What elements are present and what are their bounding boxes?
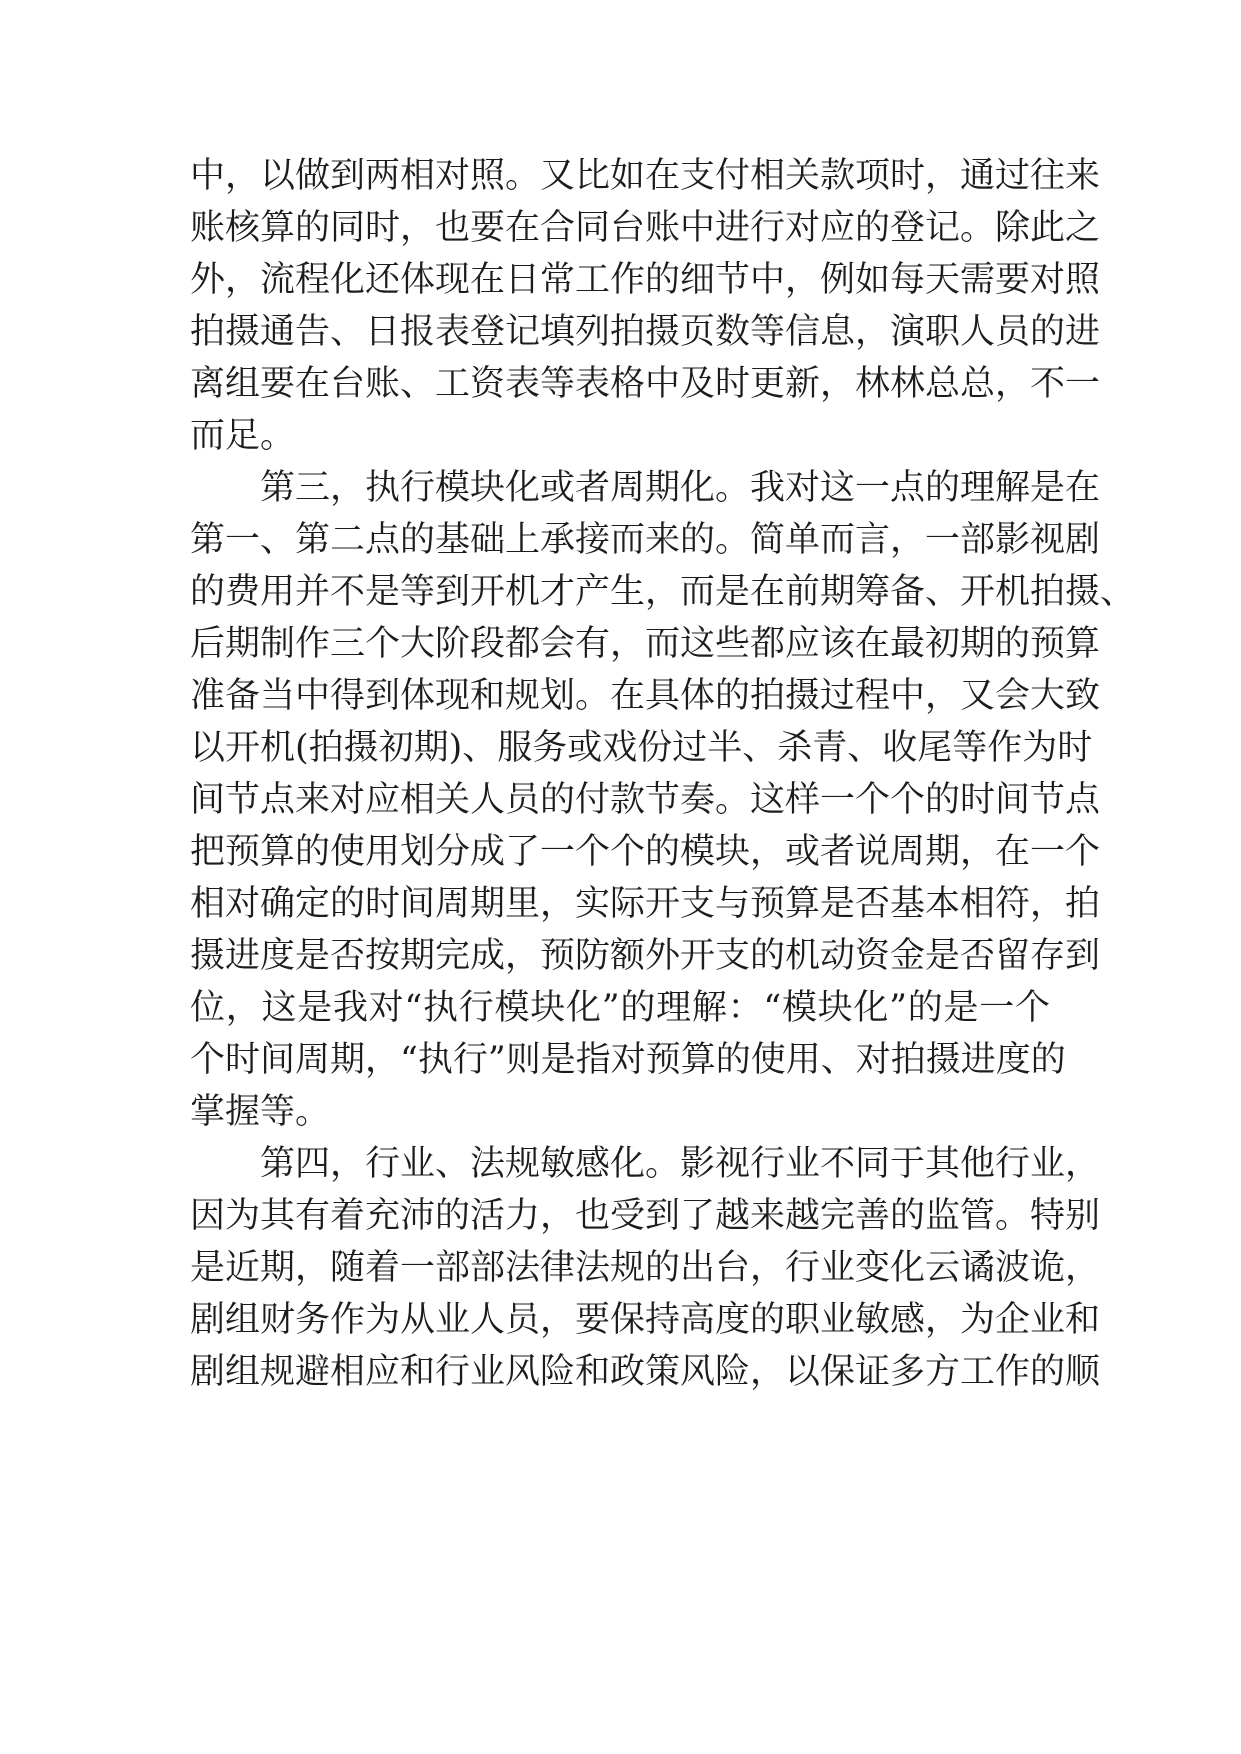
- text-line: 掌握等。: [190, 1092, 331, 1132]
- text-line: 剧组财务作为从业人员，要保持高度的职业敏感，为企业和: [190, 1300, 1101, 1340]
- text-line: 拍摄通告、日报表登记填列拍摄页数等信息，演职人员的进: [190, 312, 1101, 352]
- text-line: 的费用并不是等到开机才产生，而是在前期筹备、开机拍摄、: [190, 572, 1136, 612]
- text-line: 准备当中得到体现和规划。在具体的拍摄过程中，又会大致: [190, 676, 1101, 716]
- text-line: 而足。: [190, 416, 296, 456]
- body-text: [190, 150, 1136, 1398]
- text-line: 剧组规避相应和行业风险和政策风险，以保证多方工作的顺: [190, 1352, 1101, 1392]
- text-line: 后期制作三个大阶段都会有，而这些都应该在最初期的预算: [190, 624, 1101, 664]
- text-line: 第三，执行模块化或者周期化。我对这一点的理解是在: [260, 468, 1101, 508]
- text-line: 是近期，随着一部部法律法规的出台，行业变化云谲波诡，: [190, 1248, 1101, 1288]
- text-line: 因为其有着充沛的活力，也受到了越来越完善的监管。特别: [190, 1196, 1101, 1236]
- text-line: 位，这是我对“执行模块化”的理解：“模块化”的是一个: [190, 988, 1050, 1028]
- text-line: 个时间周期，“执行”则是指对预算的使用、对拍摄进度的: [190, 1040, 1066, 1080]
- text-line: 账核算的同时，也要在合同台账中进行对应的登记。除此之: [190, 208, 1101, 248]
- text-line: 以开机(拍摄初期)、服务或戏份过半、杀青、收尾等作为时: [190, 728, 1093, 768]
- text-line: 摄进度是否按期完成，预防额外开支的机动资金是否留存到: [190, 936, 1101, 976]
- text-line: 中，以做到两相对照。又比如在支付相关款项时，通过往来: [190, 156, 1101, 196]
- text-line: 第一、第二点的基础上承接而来的。简单而言，一部影视剧: [190, 520, 1101, 560]
- text-line: 相对确定的时间周期里，实际开支与预算是否基本相符，拍: [190, 884, 1101, 924]
- text-line: 第四，行业、法规敏感化。影视行业不同于其他行业，: [260, 1144, 1101, 1184]
- text-line: 离组要在台账、工资表等表格中及时更新，林林总总，不一: [190, 364, 1101, 404]
- text-line: 把预算的使用划分成了一个个的模块，或者说周期，在一个: [190, 832, 1101, 872]
- text-line: 外，流程化还体现在日常工作的细节中，例如每天需要对照: [190, 260, 1101, 300]
- text-line: 间节点来对应相关人员的付款节奏。这样一个个的时间节点: [190, 780, 1101, 820]
